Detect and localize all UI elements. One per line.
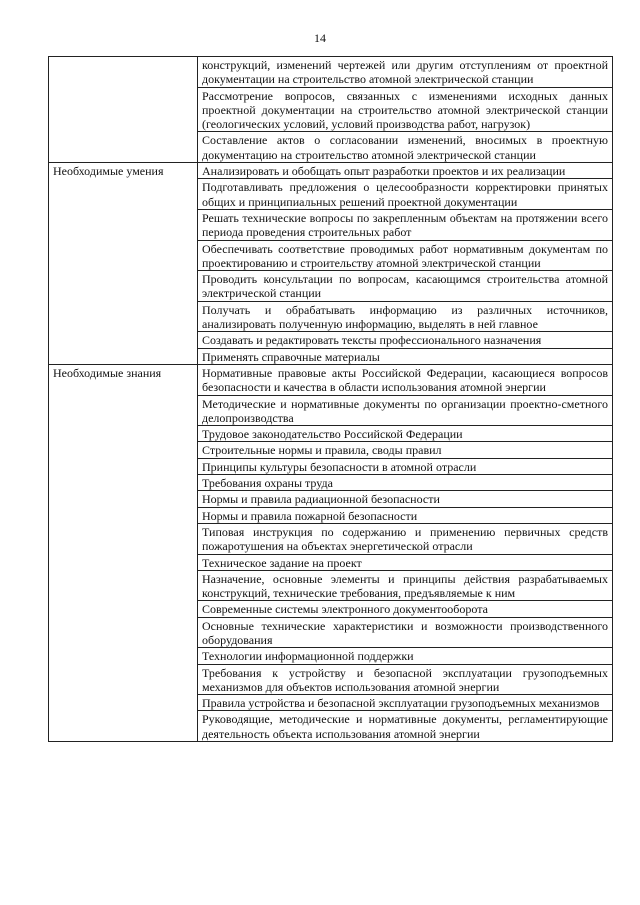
requirement-item: Принципы культуры безопасности в атомной отрасли	[198, 458, 613, 474]
requirements-table	[48, 56, 613, 742]
requirement-item: Составление актов о согласовании изменений, вносимых в проектную документацию на строительство атомной электрической станции	[198, 132, 613, 163]
requirement-item: Обеспечивать соответствие проводимых работ нормативным документам по проектированию и строительству атомной электрической станции	[198, 240, 613, 271]
requirements-table-body	[49, 57, 613, 742]
requirement-item: Технологии информационной поддержки	[198, 648, 613, 664]
section-label: Необходимые знания	[49, 364, 198, 741]
section-label: Необходимые умения	[49, 163, 198, 365]
requirement-item: Создавать и редактировать тексты профессионального назначения	[198, 332, 613, 348]
requirement-item: Трудовое законодательство Российской Федерации	[198, 426, 613, 442]
requirement-item: Анализировать и обобщать опыт разработки проектов и их реализации	[198, 163, 613, 179]
requirement-item: Требования к устройству и безопасной эксплуатации грузоподъемных механизмов для объектов использования атомной энергии	[198, 664, 613, 695]
table-row	[49, 163, 613, 179]
requirement-item: Требования охраны труда	[198, 475, 613, 491]
requirement-item: Основные технические характеристики и возможности производственного оборудования	[198, 617, 613, 648]
requirement-item: Правила устройства и безопасной эксплуатации грузоподъемных механизмов	[198, 695, 613, 711]
table-row	[49, 57, 613, 88]
requirement-item: Строительные нормы и правила, своды правил	[198, 442, 613, 458]
page-number: 14	[314, 31, 326, 45]
requirement-item: Рассмотрение вопросов, связанных с изменениями исходных данных проектной документации на строительство атомной электрической станции (геологических условий, условий производства работ, нагрузок)	[198, 87, 613, 132]
requirement-item: Подготавливать предложения о целесообразности корректировки принятых общих и принципиальных решений проектной документации	[198, 179, 613, 210]
requirement-item: Применять справочные материалы	[198, 348, 613, 364]
requirement-item: Руководящие, методические и нормативные документы, регламентирующие деятельность объекта использования атомной энергии	[198, 711, 613, 742]
requirement-item: Назначение, основные элементы и принципы действия разрабатываемых конструкций, технические требования, предъявляемые к ним	[198, 570, 613, 601]
requirement-item: Нормы и правила пожарной безопасности	[198, 507, 613, 523]
requirement-item: Проводить консультации по вопросам, касающимся строительства атомной электрической станции	[198, 271, 613, 302]
requirement-item: Современные системы электронного документооборота	[198, 601, 613, 617]
requirement-item: конструкций, изменений чертежей или другим отступлениям от проектной документации на строительство атомной электрической станции	[198, 57, 613, 88]
requirement-item: Типовая инструкция по содержанию и применению первичных средств пожаротушения на объектах энергетической отрасли	[198, 523, 613, 554]
requirement-item: Нормы и правила радиационной безопасности	[198, 491, 613, 507]
requirement-item: Техническое задание на проект	[198, 554, 613, 570]
requirement-item: Решать технические вопросы по закрепленным объектам на протяжении всего периода проведения строительных работ	[198, 209, 613, 240]
requirement-item: Получать и обрабатывать информацию из различных источников, анализировать полученную информацию, выделять в ней главное	[198, 301, 613, 332]
requirement-item: Нормативные правовые акты Российской Федерации, касающиеся вопросов безопасности и качества в области использования атомной энергии	[198, 364, 613, 395]
requirement-item: Методические и нормативные документы по организации проектно-сметного делопроизводства	[198, 395, 613, 426]
section-label	[49, 57, 198, 163]
table-row	[49, 364, 613, 395]
